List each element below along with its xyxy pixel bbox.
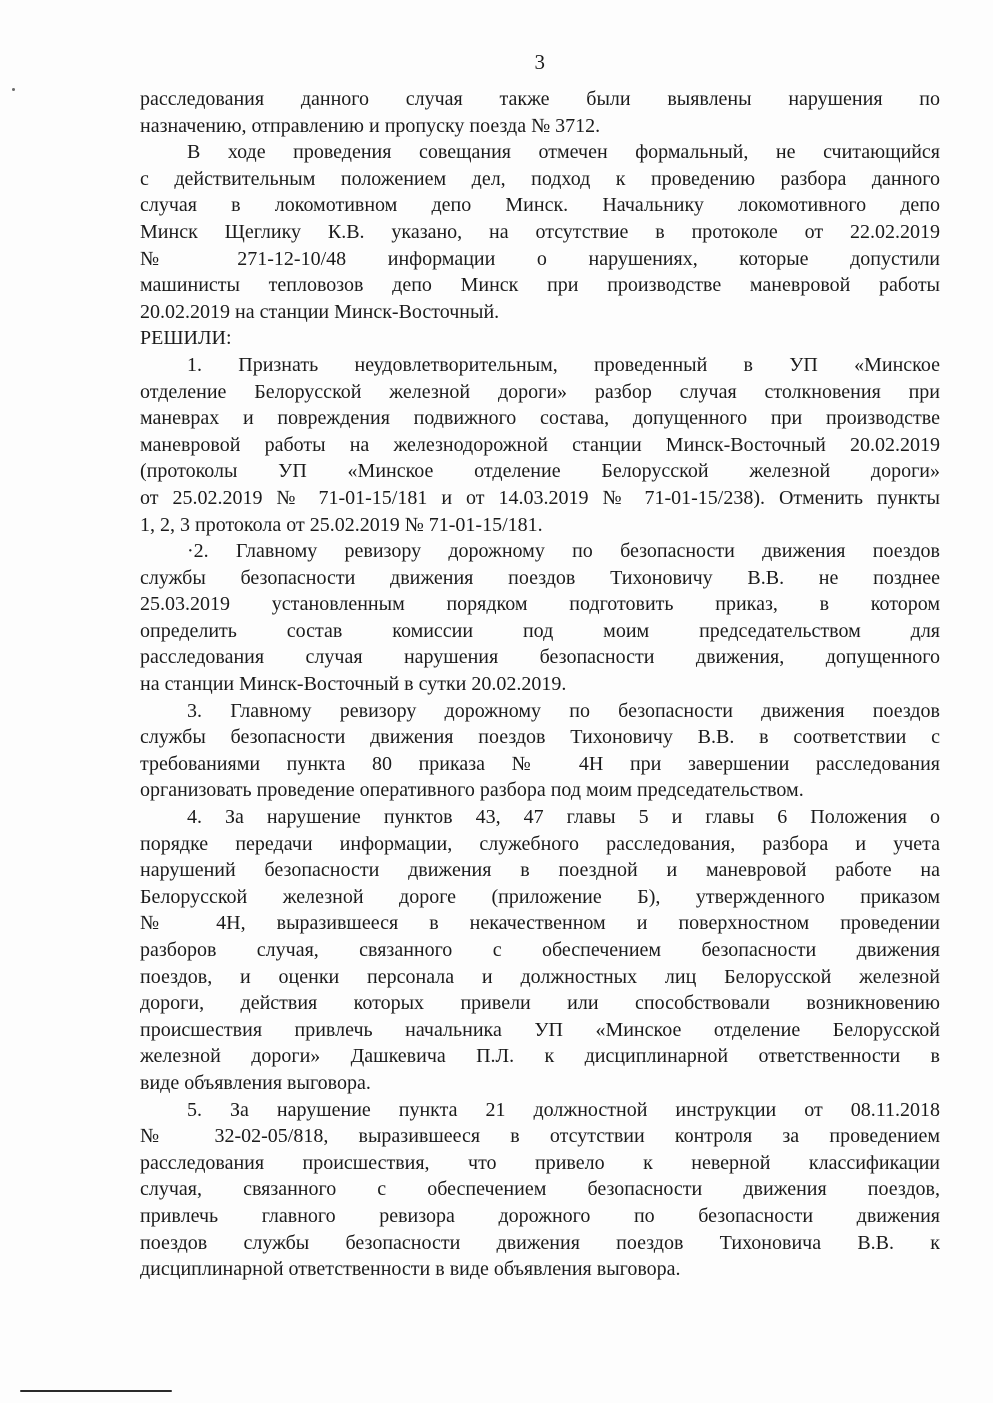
text-line: расследования происшествия, что привело к неверной классификации bbox=[140, 1151, 940, 1174]
text-line: расследования случая нарушения безопасности движения, допущенного bbox=[140, 646, 940, 669]
paragraph bbox=[140, 538, 940, 698]
text-line: службы безопасности движения поездов Тихоновичу В.В. не позднее bbox=[140, 566, 940, 589]
text-line: на станции Минск-Восточный в сутки 20.02.2019. bbox=[140, 673, 567, 696]
scan-artifact-dot bbox=[12, 88, 15, 91]
paragraph bbox=[140, 139, 940, 325]
text-line: 1. Признать неудовлетворительным, проведенный в УП «Минское bbox=[187, 353, 940, 376]
text-line: железной дороги» Дашкевича П.Л. к дисциплинарной ответственности в bbox=[140, 1045, 940, 1068]
text-line: с действительным положением дел, подход к проведению разбора данного bbox=[140, 167, 940, 190]
text-line: 20.02.2019 на станции Минск-Восточный. bbox=[140, 300, 500, 323]
text-line: виде объявления выговора. bbox=[140, 1071, 371, 1094]
paragraph bbox=[140, 352, 940, 538]
text-line: организовать проведение оперативного разбора под моим председательством. bbox=[140, 779, 804, 802]
text-line: порядке передачи информации, служебного расследования, разбора и учета bbox=[140, 832, 940, 855]
text-line: происшествия привлечь начальника УП «Минское отделение Белорусской bbox=[140, 1018, 940, 1041]
text-block bbox=[140, 86, 940, 1283]
text-line: 1, 2, 3 протокола от 25.02.2019 № 71-01-15/181. bbox=[140, 513, 543, 536]
text-line: привлечь главного ревизора дорожного по безопасности движения bbox=[140, 1204, 940, 1227]
text-line: 5. За нарушение пункта 21 должностной инструкции от 08.11.2018 bbox=[187, 1098, 940, 1121]
text-line: № 271-12-10/48 информации о нарушениях, которые допустили bbox=[140, 247, 940, 270]
text-line: от 25.02.2019 № 71-01-15/181 и от 14.03.2019 № 71-01-15/238). Отменить пункты bbox=[140, 486, 940, 509]
text-line: дороги, действия которых привели или способствовали возникновению bbox=[140, 992, 940, 1015]
footer-rule bbox=[20, 1390, 172, 1392]
paragraph bbox=[140, 86, 940, 139]
text-line: разборов случая, связанного с обеспечением безопасности движения bbox=[140, 939, 940, 961]
text-line: поездов, и оценки персонала и должностных лиц Белорусской железной bbox=[140, 965, 940, 988]
paragraph bbox=[140, 804, 940, 1097]
text-line: машинисты тепловозов депо Минск при производстве маневровой работы bbox=[140, 274, 940, 297]
text-line: службы безопасности движения поездов Тихоновичу В.В. в соответствии с bbox=[140, 726, 940, 749]
text-line: поездов службы безопасности движения поездов Тихоновича В.В. к bbox=[140, 1231, 940, 1254]
text-line: случая, связанного с обеспечением безопасности движения поездов, bbox=[140, 1178, 940, 1201]
text-line: В ходе проведения совещания отмечен формальный, не считающийся bbox=[187, 141, 940, 164]
text-line: 25.03.2019 установленным порядком подготовить приказ, в котором bbox=[140, 593, 940, 616]
text-line: назначению, отправлению и пропуску поезда № 3712. bbox=[140, 114, 601, 137]
text-line: № 32-02-05/818, выразившееся в отсутствии контроля за проведением bbox=[140, 1125, 940, 1148]
text-line: маневровой работы на железнодорожной станции Минск-Восточный 20.02.2019 bbox=[140, 433, 940, 456]
text-line: дисциплинарной ответственности в виде объявления выговора. bbox=[140, 1258, 681, 1281]
text-line: Минск Щеглику К.В. указано, на отсутствие в протоколе от 22.02.2019 bbox=[140, 220, 940, 243]
text-line: определить состав комиссии под моим председательством для bbox=[140, 619, 940, 642]
text-line: маневрах и повреждения подвижного состава, допущенного при производстве bbox=[140, 407, 940, 430]
paragraph bbox=[140, 698, 940, 804]
text-line: ·2. Главному ревизору дорожному по безопасности движения поездов bbox=[187, 540, 940, 563]
text-line: требованиями пункта 80 приказа № 4Н при завершении расследования bbox=[140, 752, 940, 775]
text-line: отделение Белорусской железной дороги» разбор случая столкновения при bbox=[140, 380, 940, 403]
text-line: 4. За нарушение пунктов 43, 47 главы 5 и главы 6 Положения о bbox=[187, 806, 940, 829]
text-line: (протоколы УП «Минское отделение Белорусской железной дороги» bbox=[140, 460, 940, 483]
paragraph bbox=[140, 1097, 940, 1283]
text-line: № 4Н, выразившееся в некачественном и поверхностном проведении bbox=[140, 912, 940, 935]
text-line: 3. Главному ревизору дорожному по безопасности движения поездов bbox=[187, 699, 940, 722]
text-line: Белорусской железной дороге (приложение Б), утвержденного приказом bbox=[140, 885, 940, 908]
text-line: РЕШИЛИ: bbox=[140, 327, 232, 350]
paragraph bbox=[140, 325, 940, 352]
text-line: расследования данного случая также были выявлены нарушения по bbox=[140, 88, 940, 110]
text-line: нарушений безопасности движения в поездной и маневровой работе на bbox=[140, 859, 940, 882]
page-number: 3 bbox=[534, 50, 546, 74]
text-line: случая в локомотивном депо Минск. Начальнику локомотивного депо bbox=[140, 194, 940, 217]
